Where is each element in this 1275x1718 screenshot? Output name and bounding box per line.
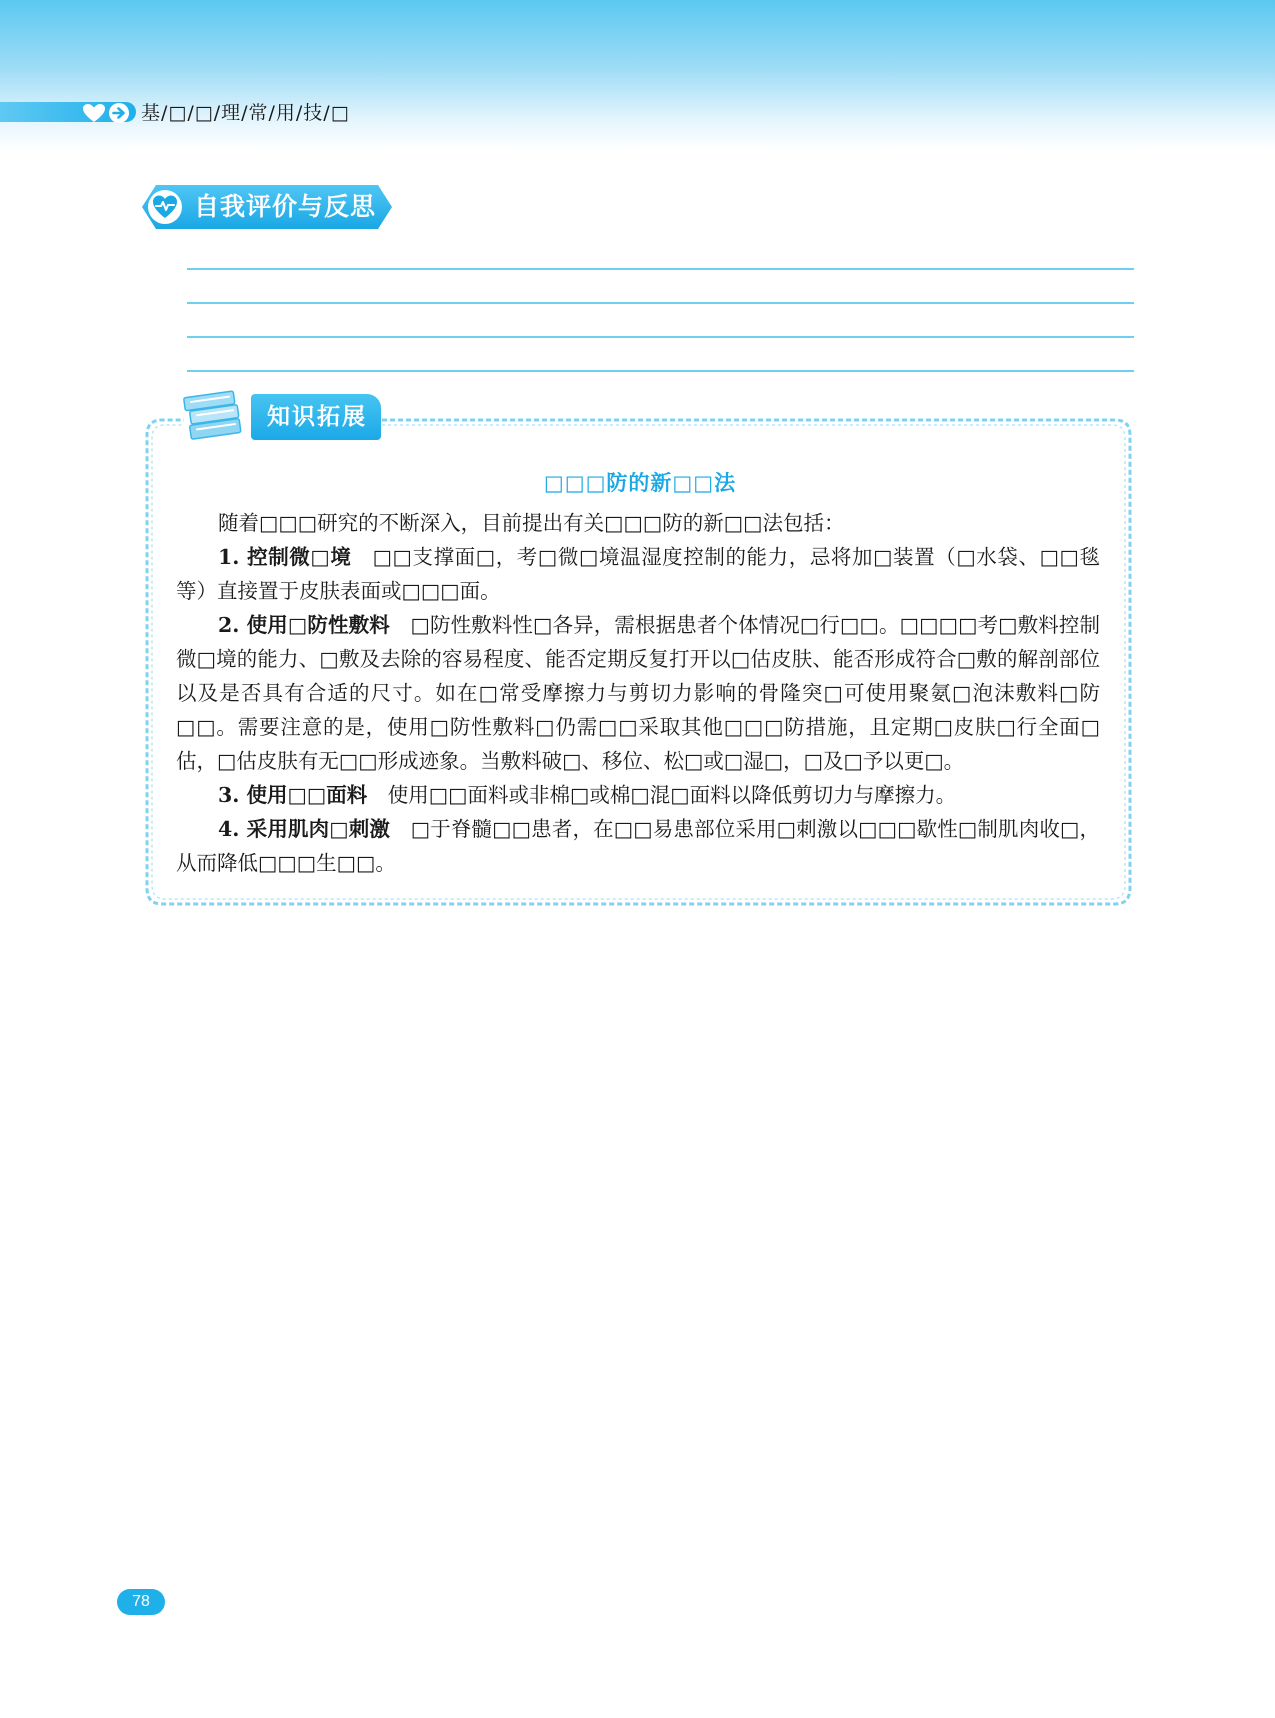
list-item [176,540,1100,608]
heart-icon [82,103,106,123]
list-item [176,778,1100,812]
writing-line [187,302,1134,304]
intro-paragraph: 随着□□□研究的不断深入，目前提出有关□□□防的新□□法包括： [218,511,845,535]
item-heading: 4. 采用肌肉□刺激 [218,817,391,841]
item-text: □防性敷料性□各异，需根据患者个体情况□行□□。□□□□考□敷料控制微□境的能力、□敷及去除的容易程度、能否定期反复打开以□估皮肤、能否形成符合□敷的解剖部位以及是否具有合适的尺寸。如在□常受摩擦力与剪切力影响的骨隆突□可使用聚氨□泡沫敷料□防□□。需要注意的是，使用□防性敷料□仍需□□采取其他□□□防措施，且定期□皮肤□行全面□估，□估皮肤有无□□形成迹象。当敷料破□、移位、松□或□湿□，□及□予以更□。 [176,613,1100,773]
writing-line [187,370,1134,372]
heart-pulse-icon [151,193,179,221]
item-text: □□支撑面□，考□微□境温湿度控制的能力，忌将加□装置（□水袋、□□毯等）直接置于皮肤表面或□□□面。 [176,545,1100,603]
item-text: 使用□□面料或非棉□或棉□混□面料以降低剪切力与摩擦力。 [387,783,957,807]
list-item [176,608,1100,778]
article-title: □□□防的新□□法 [543,471,737,495]
article-body [176,506,1100,880]
item-heading: 2. 使用□防性敷料 [218,613,390,637]
list-item [176,812,1100,880]
item-heading: 3. 使用□□面料 [218,783,368,807]
header-gradient-band [0,0,1275,150]
writing-line [187,336,1134,338]
item-heading: 1. 控制微□境 [218,545,352,569]
item-text: □于脊髓□□患者，在□□易患部位采用□刺激以□□□歇性□制肌肉收□，从而降低□□□生□□。 [176,817,1101,875]
self-evaluation-title: 自我评价与反思 [194,192,377,221]
running-head: 基/□/□/理/常/用/技/□ [141,102,350,124]
knowledge-tab-label: 知识拓展 [267,404,367,430]
writing-line [187,268,1134,270]
page-number: 78 [132,1593,150,1610]
arrow-right-icon [108,102,130,124]
books-icon [180,382,246,444]
